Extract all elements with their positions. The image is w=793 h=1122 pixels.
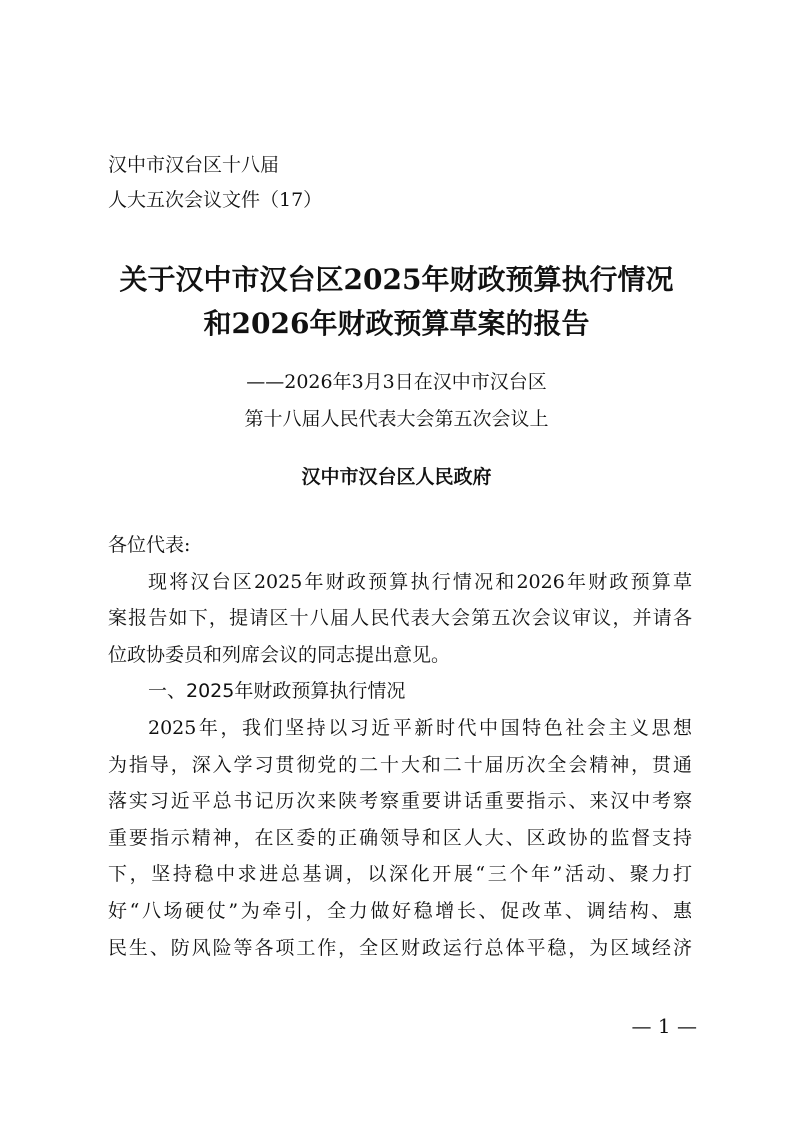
title-line-2: 和2026年财政预算草案的报告 [203, 307, 590, 340]
document-title [0, 258, 793, 346]
issuing-authority: 汉中市汉台区人民政府 [301, 466, 492, 488]
intro-line: 案报告如下，提请区十八届人民代表大会第五次会议审议，并请各 [108, 607, 692, 630]
intro-line: 位政协委员和列席会议的同志提出意见。 [108, 643, 451, 666]
document-number-line-1: 汉中市汉台区十八届 [108, 154, 280, 176]
salutation: 各位代表: [108, 534, 191, 556]
section-line: 2025年，我们坚持以习近平新时代中国特色社会主义思想 [148, 716, 692, 739]
title-line-1: 关于汉中市汉台区2025年财政预算执行情况 [119, 263, 674, 296]
section-line: 重要指示精神，在区委的正确领导和区人大、区政协的监督支持 [108, 826, 692, 849]
section-line: 下，坚持稳中求进总基调，以深化开展“三个年”活动、聚力打 [108, 863, 692, 886]
document-body [108, 527, 692, 966]
section-line: 民生、防风险等各项工作，全区财政运行总体平稳，为区域经济 [108, 936, 692, 959]
section-line: 为指导，深入学习贯彻党的二十大和二十届历次全会精神，贯通 [108, 753, 692, 776]
document-number-block [108, 148, 322, 218]
section-line: 好“八场硬仗”为牵引，全力做好稳增长、促改革、调结构、惠 [108, 899, 692, 922]
subtitle-line-2: 第十八届人民代表大会第五次会议上 [244, 408, 549, 430]
section-line: 落实习近平总书记历次来陕考察重要讲话重要指示、来汉中考察 [108, 790, 692, 813]
subtitle-line-1: ——2026年3月3日在汉中市汉台区 [246, 371, 547, 393]
intro-line: 现将汉台区2025年财政预算执行情况和2026年财政预算草 [148, 570, 692, 593]
document-number-line-2: 人大五次会议文件（17） [108, 189, 323, 211]
section-heading: 一、2025年财政预算执行情况 [148, 680, 406, 703]
page-number: — 1 — [631, 1014, 697, 1038]
document-subtitle [0, 364, 793, 438]
